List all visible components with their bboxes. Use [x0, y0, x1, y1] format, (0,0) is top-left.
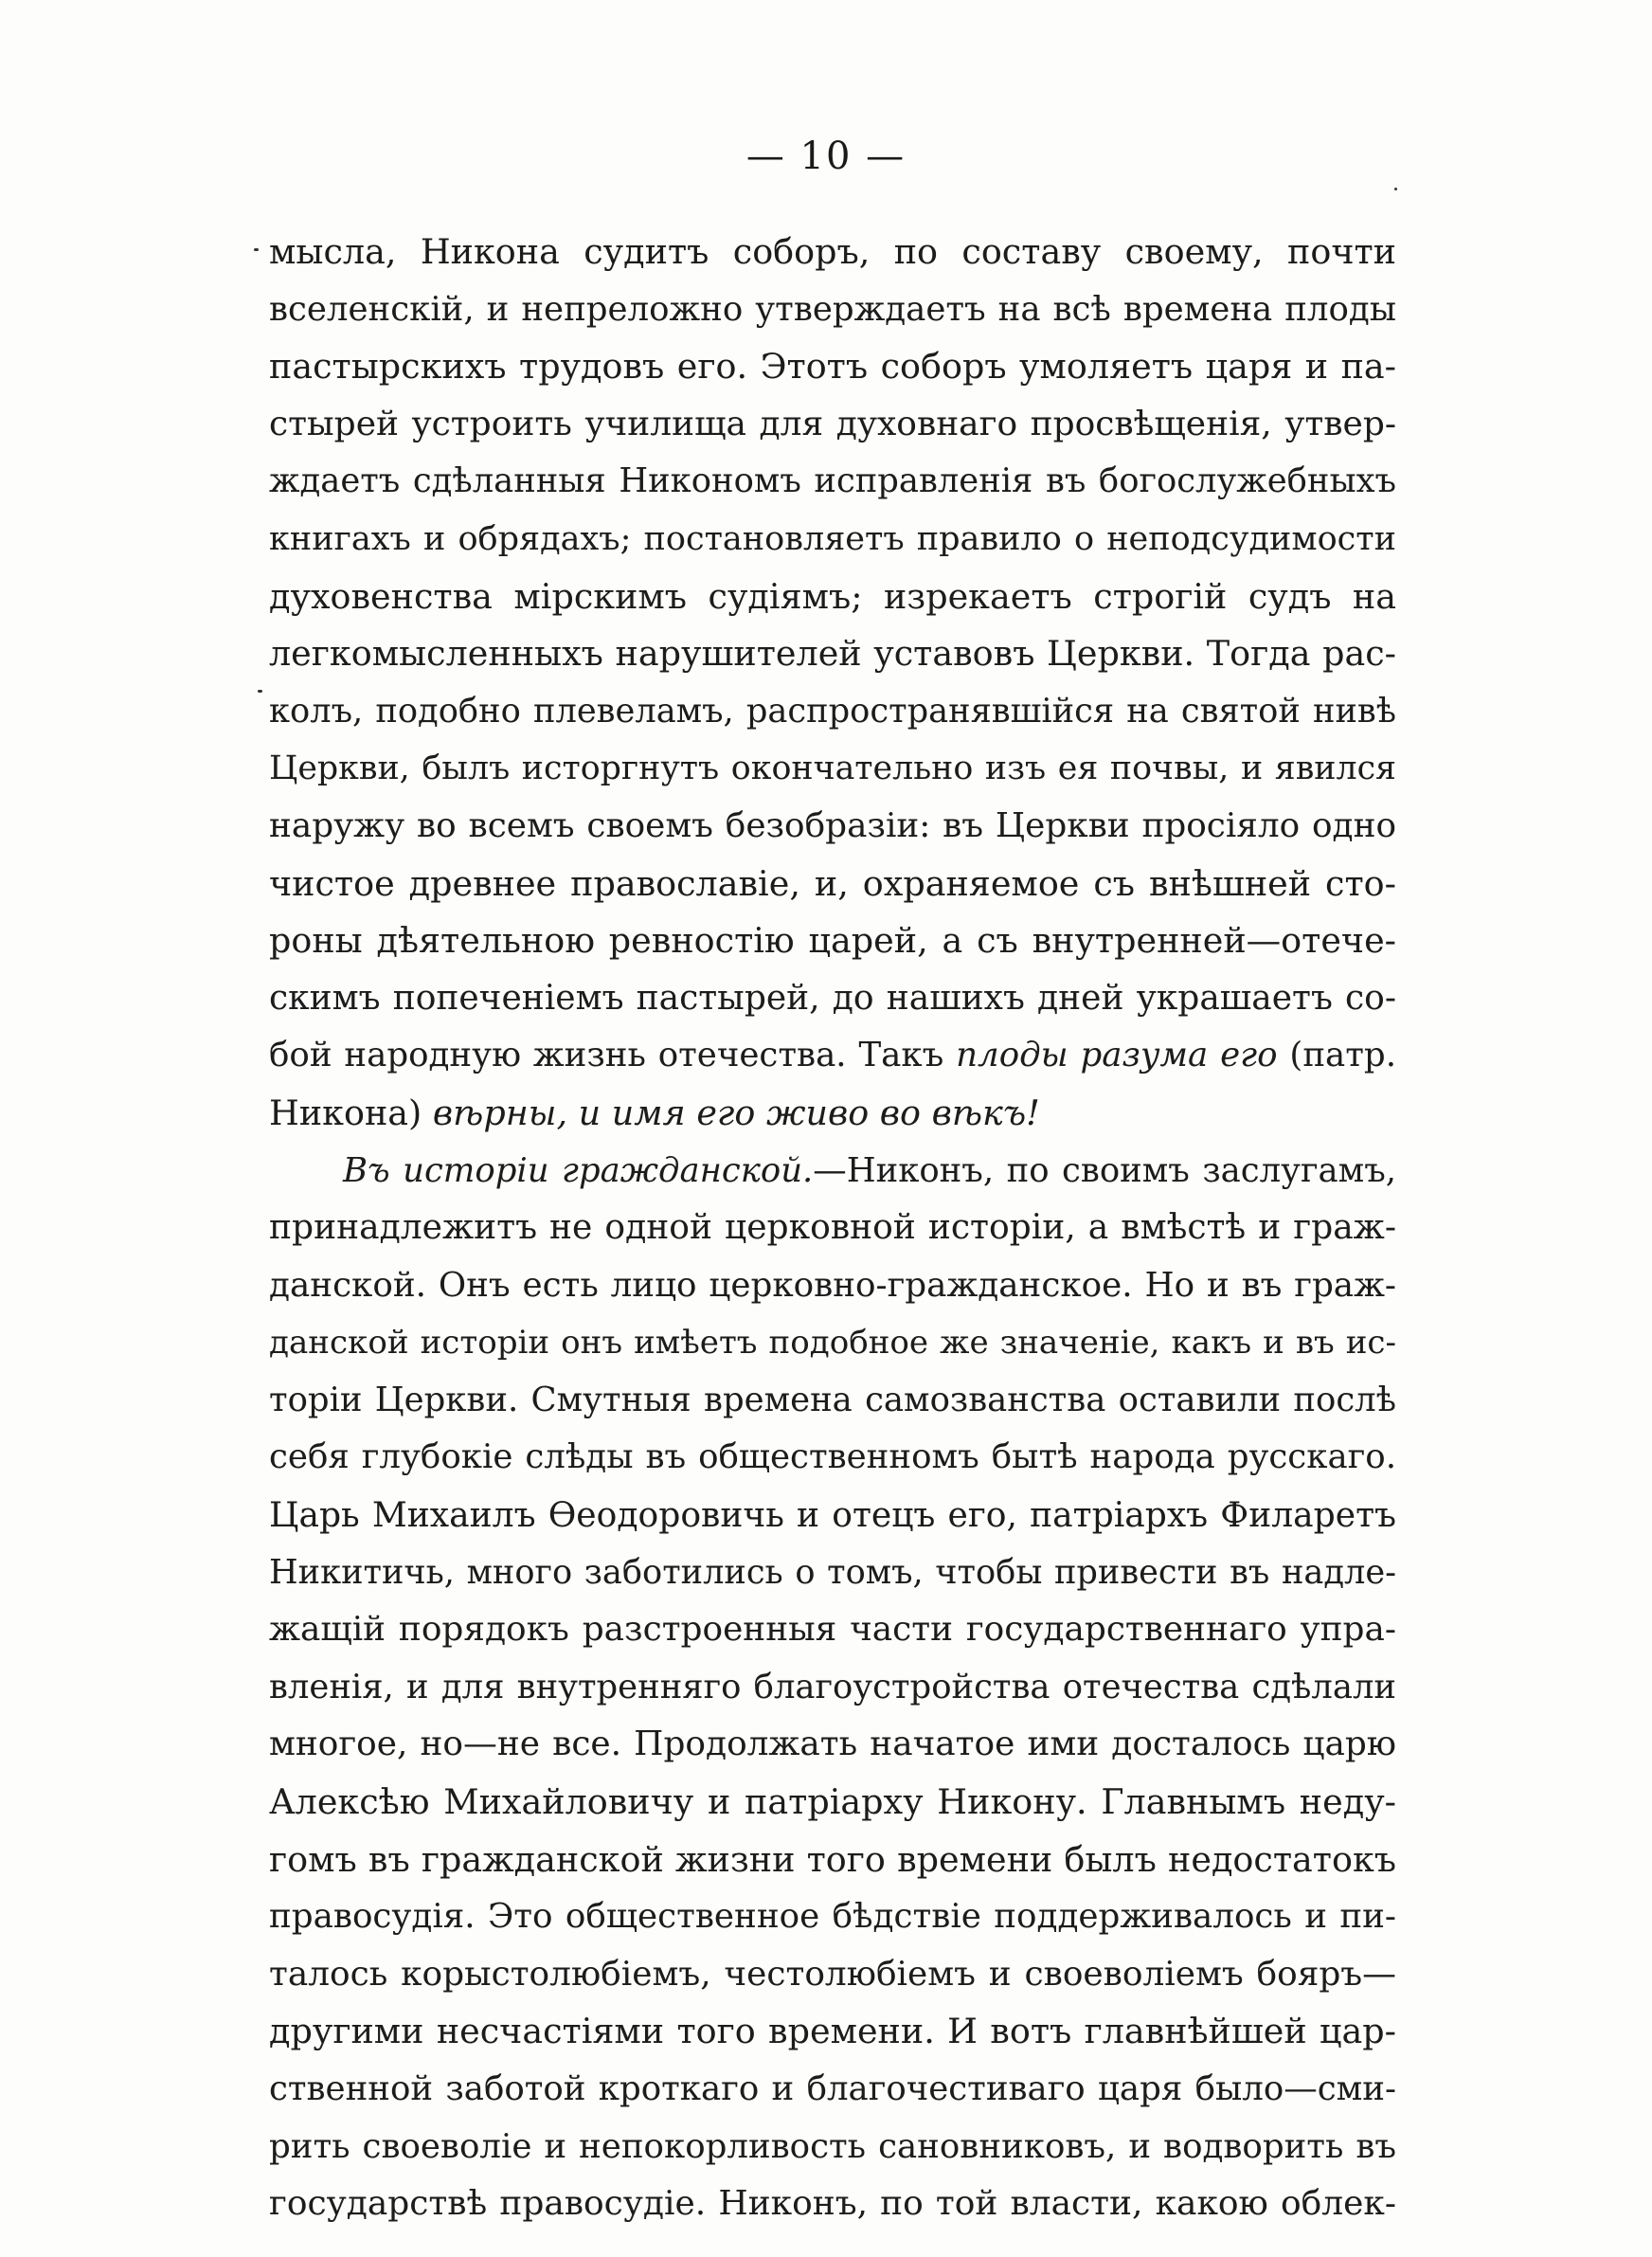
scan-speck	[254, 248, 259, 251]
section-heading: Въ исторіи гражданской.	[343, 1150, 814, 1190]
text-line: книгахъ и обрядахъ; постановляетъ правило о неподсудимости	[269, 518, 1396, 558]
text-line: скимъ попеченіемъ пастырей, до нашихъ дней украшаетъ со-	[269, 978, 1396, 1018]
text-line: правосудія. Это общественное бѣдствіе поддерживалось и пи-	[269, 1897, 1396, 1937]
text-line: принадлежитъ не одной церковной исторіи, а вмѣстѣ и граж-	[269, 1208, 1396, 1248]
text-line: вселенскій, и непреложно утверждаетъ на всѣ времена плоды	[269, 289, 1396, 329]
page-number: — 10 —	[745, 135, 907, 178]
text-line: гомъ въ гражданской жизни того времени былъ недостатокъ	[269, 1838, 1396, 1880]
text-line: данской. Онъ есть лицо церковно-гражданское. Но и въ граж-	[269, 1265, 1396, 1305]
text-line: мысла, Никона судитъ соборъ, по составу своему, почти	[269, 231, 1396, 272]
scan-speck	[258, 690, 262, 693]
text-line: легкомысленныхъ нарушителей уставовъ Церкви. Тогда рас-	[269, 633, 1396, 675]
text-line: другими несчастіями того времени. И вотъ главнѣйшей цар-	[269, 2011, 1396, 2052]
text-line: государствѣ правосудіе. Никонъ, по той власти, какою облек-	[269, 2184, 1396, 2224]
text-line-mixed	[269, 1085, 1396, 1143]
text-line: многое, но—не все. Продолжать начатое ими досталось царю	[269, 1724, 1396, 1764]
text-run: Никона)	[269, 1092, 433, 1133]
text-line: духовенства мірскимъ судіямъ; изрекаетъ строгій судъ на	[269, 575, 1396, 617]
text-line: рить своеволіе и непокорливость сановниковъ, и водворить въ	[269, 2126, 1396, 2166]
text-line: жащій порядокъ разстроенныя части государственнаго упра-	[269, 1610, 1396, 1650]
text-line: Церкви, былъ исторгнутъ окончательно изъ ея почвы, и явился	[269, 749, 1396, 788]
italic-run: плоды разума его	[956, 1036, 1278, 1075]
text-run: —Никонъ, по своимъ заслугамъ,	[813, 1150, 1396, 1190]
scan-speck	[1394, 188, 1397, 190]
text-line: ственной заботой кроткаго и благочестиваго царя было—сми-	[269, 2069, 1396, 2108]
text-run: бой народную жизнь отечества. Такъ	[269, 1036, 957, 1075]
text-line: ждаетъ сдѣланныя Никономъ исправленія въ богослужебныхъ	[269, 461, 1396, 501]
text-line: талось корыстолюбіемъ, честолюбіемъ и своеволіемъ бояръ—	[269, 1954, 1396, 1994]
text-line: торіи Церкви. Смутныя времена самозванства оставили послѣ	[269, 1380, 1396, 1419]
section-heading-line	[269, 1143, 1396, 1201]
text-line: данской исторіи онъ имѣетъ подобное же значеніе, какъ и въ ис-	[269, 1324, 1396, 1363]
text-line-mixed	[269, 1027, 1396, 1085]
text-line: Царь Михаилъ Ѳеодоровичь и отецъ его, патріархъ Филаретъ	[269, 1495, 1396, 1536]
text-line: себя глубокіе слѣды въ общественномъ бытѣ народа русскаго.	[269, 1437, 1396, 1477]
text-line: Алексѣю Михайловичу и патріарху Никону. Главнымъ неду-	[269, 1781, 1396, 1823]
text-line: чистое древнее православіе, и, охраняемое съ внѣшней сто-	[269, 862, 1396, 904]
text-line: стырей устроить училища для духовнаго просвѣщенія, утвер-	[269, 404, 1396, 443]
italic-run: вѣрны, и имя его живо во вѣкъ!	[432, 1092, 1040, 1133]
text-line: колъ, подобно плевеламъ, распространявшійся на святой нивѣ	[269, 691, 1396, 731]
text-line: роны дѣятельною ревностію царей, а съ внутренней—отече-	[269, 920, 1396, 962]
text-line: наружу во всемъ своемъ безобразіи: въ Церкви просіяло одно	[269, 805, 1396, 845]
text-run: (патр.	[1277, 1036, 1397, 1075]
body-text	[269, 224, 1396, 2233]
text-line: вленія, и для внутренняго благоустройства отечества сдѣлали	[269, 1667, 1396, 1706]
text-line: Никитичь, много заботились о томъ, чтобы привести въ надле-	[269, 1552, 1396, 1592]
text-line: пастырскихъ трудовъ его. Этотъ соборъ умоляетъ царя и па-	[269, 346, 1396, 388]
